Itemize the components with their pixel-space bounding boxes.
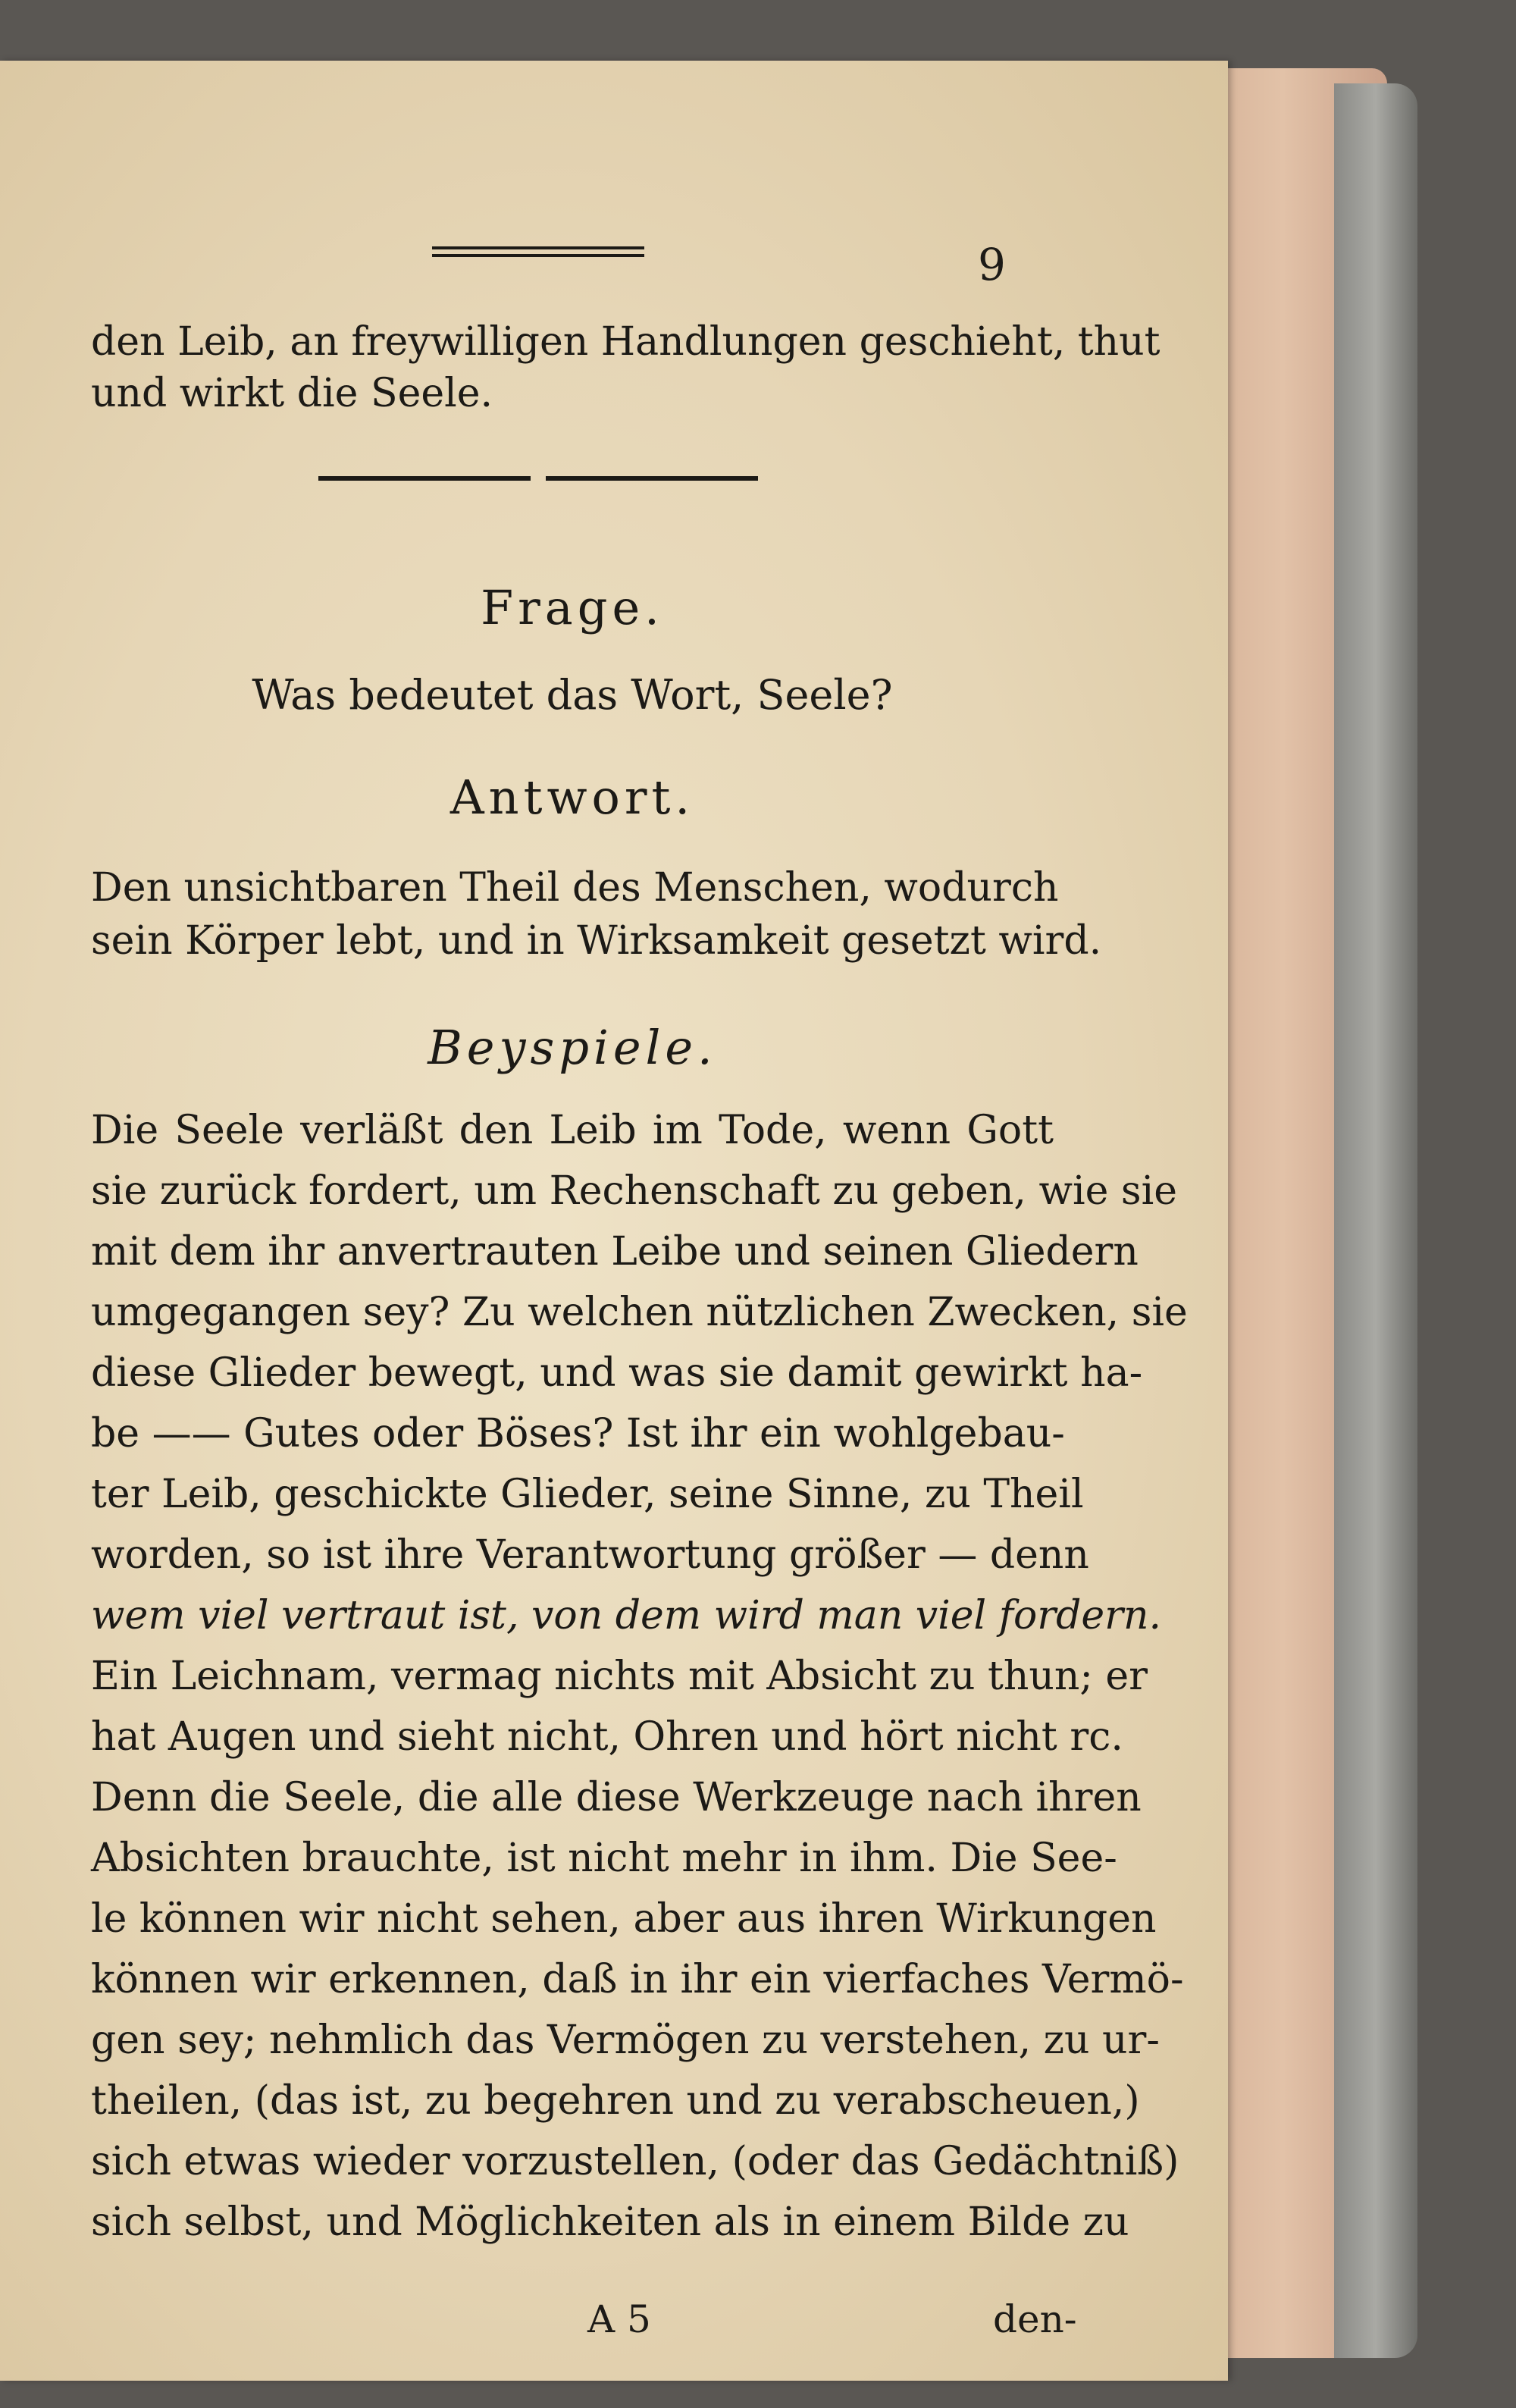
body-line: hat Augen und sieht nicht, Ohren und hört nicht rc. — [91, 1714, 1123, 1760]
body-line: le können wir nicht sehen, aber aus ihren Wirkungen — [91, 1896, 1157, 1942]
intro-line-1: den Leib, an freywilligen Handlungen geschieht, thut — [91, 319, 1160, 365]
body-line: theilen, (das ist, zu begehren und zu verabscheuen,) — [91, 2078, 1140, 2124]
body-line: können wir erkennen, daß in ihr ein vierfaches Vermö- — [91, 1957, 1184, 2002]
body-line: Ein Leichnam, vermag nichts mit Absicht zu thun; er — [91, 1654, 1148, 1699]
body-line: sich selbst, und Möglichkeiten als in einem Bilde zu — [91, 2199, 1129, 2245]
body-line: sich etwas wieder vorzustellen, (oder das Gedächtniß) — [91, 2139, 1179, 2184]
body-line: Die Seele verläßt den Leib im Tode, wenn Gott — [91, 1108, 1054, 1153]
answer-line-1: Den unsichtbaren Theil des Menschen, wodurch — [91, 865, 1059, 911]
catchword: den- — [993, 2297, 1077, 2341]
body-line: diese Glieder bewegt, und was sie damit gewirkt ha- — [91, 1350, 1143, 1396]
body-line: gen sey; nehmlich das Vermögen zu verstehen, zu ur- — [91, 2018, 1160, 2063]
body-line: worden, so ist ihre Verantwortung größer — denn — [91, 1532, 1089, 1578]
book-page — [0, 61, 1228, 2381]
section-divider — [318, 476, 758, 482]
body-line: umgegangen sey? Zu welchen nützlichen Zwecken, sie — [91, 1290, 1188, 1335]
book-cover-edge — [1334, 83, 1417, 2358]
body-line: ter Leib, geschickte Glieder, seine Sinne, zu Theil — [91, 1472, 1084, 1517]
heading-frage: Frage. — [481, 580, 664, 635]
signature-mark: A 5 — [587, 2297, 651, 2341]
question-text: Was bedeutet das Wort, Seele? — [252, 671, 893, 719]
heading-beyspiele: Beyspiele. — [428, 1020, 717, 1075]
heading-antwort: Antwort. — [449, 770, 695, 825]
page-number: 9 — [978, 239, 1006, 290]
intro-line-2: und wirkt die Seele. — [91, 371, 493, 416]
body-line: mit dem ihr anvertrauten Leibe und seinen Gliedern — [91, 1229, 1139, 1275]
body-line: sie zurück fordert, um Rechenschaft zu geben, wie sie — [91, 1168, 1178, 1214]
body-line: Denn die Seele, die alle diese Werkzeuge nach ihren — [91, 1775, 1142, 1820]
header-rule — [432, 246, 644, 262]
answer-line-2: sein Körper lebt, und in Wirksamkeit gesetzt wird. — [91, 918, 1102, 964]
body-line: Absichten brauchte, ist nicht mehr in ihm. Die See- — [91, 1836, 1117, 1881]
body-line: be —— Gutes oder Böses? Ist ihr ein wohlgebau- — [91, 1411, 1065, 1456]
body-line: wem viel vertraut ist, von dem wird man viel fordern. — [91, 1593, 1162, 1638]
